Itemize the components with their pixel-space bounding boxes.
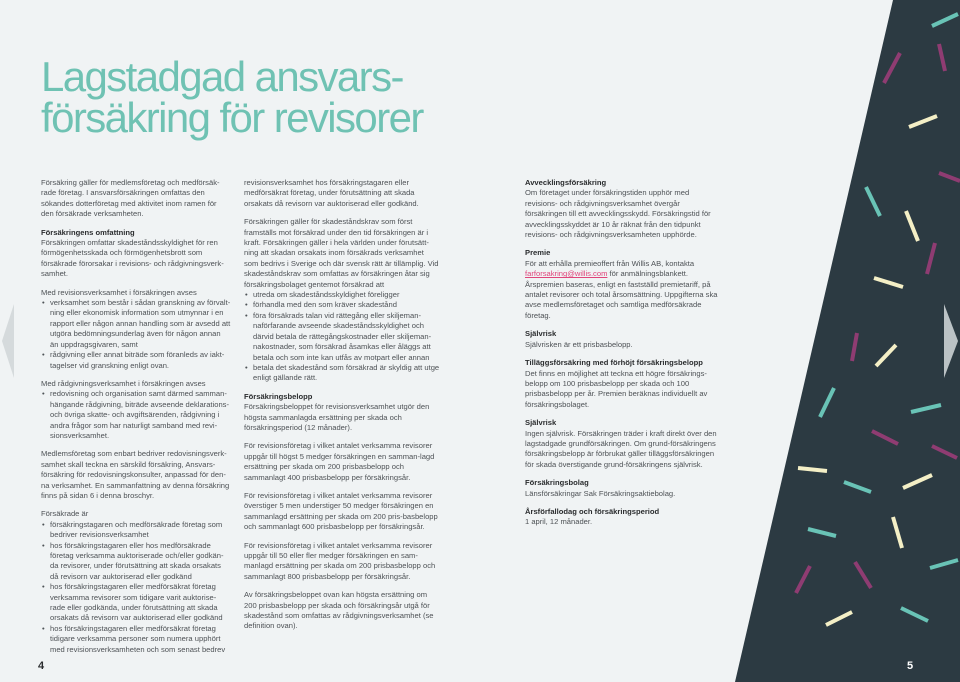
section-heading: Självrisk [525,329,557,339]
paragraph: Det finns en möjlighet att teckna ett högre försäkrings-belopp om 100 prisbasbelopp per skada och 100 prisbasbelopp per år. Premien beräknas individuellt av försäkringsbolaget. [525,368,708,409]
page-title [41,53,423,141]
paragraph: revisionsverksamhet hos försäkringstagaren eller medförsäkrat företag, under förutsättning att skada orsakats då revisorn var auktoriserad eller godkänd. [244,178,419,208]
column-1 [41,178,231,663]
paragraph: Försäkringen omfattar skadeståndsskyldighet för ren förmögenhetsskada och förmögenhetsbrott som försäkrade förorsakar i revisions- och rådgivningsverk-samhet. [41,238,224,279]
paragraph [525,259,719,321]
title-line-2: försäkring för revisorer [41,94,423,141]
paragraph: Medlemsföretag som enbart bedriver redovisningsverk-samhet skall teckna en särskild försäkring, Ansvars-försäkring för redovisningskonsulter, anpassad för den-na verksamhet. En sammanfattning av denna försäkring finns på sidan 6 i denna broschyr. [41,449,230,500]
chevron-left-icon[interactable] [0,296,20,386]
paragraph: Ingen självrisk. Försäkringen träder i kraft direkt över den lagstadgade grundförsäkringen. Om grund-försäkringens försäkringsbelopp är förbrukat gäller tilläggsförsäkringen för skada överstigande grund-försäkringens självrisk. [525,428,717,469]
paragraph: Om företaget under försäkringstiden upphör med revisions- och rådgivningsverksamhet övergår försäkringen till ett avvecklingsskydd. Försäkringstid för avvecklingsskyddet är 10 år räknat från den tidpunkt revisions- och rådgivningsverksamheten upphörde. [525,188,711,240]
paragraph: Med revisionsverksamhet i försäkringen avses [41,287,197,297]
paragraph: Försäkringen gäller för skadeståndskrav som först framställs mot försäkrad under den tid försäkringen är i kraft. Försäkringen gäller i hela världen under förutsätt-ning att skadan orsakats inom försäkrads verksamhet som bedrivs i Sverige och där svensk rätt är tillämplig. Vid skadeståndskrav som omfattas av försäkringen åtar sig försäkringsbolaget gentemot försäkrad att [244,217,439,289]
email-link[interactable]: farforsakring@willis.com [525,269,608,279]
list-item: • betala det skadestånd som försäkrad är skyldig att utge enligt gällande rätt. [253,363,440,384]
paragraph: 1 april, 12 månader. [525,517,593,527]
column-3 [525,178,719,536]
section-heading: Självrisk [525,418,557,428]
column-2 [244,178,440,640]
paragraph: Länsförsäkringar Sak Försäkringsaktiebolag. [525,488,676,498]
section-heading: Försäkringsbolag [525,478,589,488]
paragraph: För revisionsföretag i vilket antalet verksamma revisorer uppgår till 50 eller fler medger försäkringen en sam-manlagd ersättning per skada om 200 prisbasbelopp och sammanlagt 800 prisbasbelopp per försäkringsår. [244,540,436,581]
text: för anmälningsblankett. Årspremien baseras, enligt en fastställd premietariff, på antalet revisorer och total årsomsättning. Uppgifterna ska avse medlemsföretaget och samtliga medförsäkrade företag. [525,269,718,320]
list-item: • utreda om skadeståndsskyldighet föreligger [253,290,440,300]
bullet-list [244,290,440,384]
paragraph: Försäkringsbeloppet för revisionsverksamhet utgör den högsta sammanlagda ersättning per skada och försäkringsperiod (12 månader). [244,402,430,432]
list-item: • hos försäkringstagaren eller medförsäkrat företag verksamma revisorer som tidigare varit auktorise-rade eller godkända, under förutsättning att skada orsakats då revisorn var auktoriserad eller godkänd [50,582,231,624]
intro-paragraph: Försäkring gäller för medlemsföretag och medförsäk-rade företag. I ansvarsförsäkringen omfattas den sökandes dotterföretag med aktivitet inom ramen för den försäkrade verksamheten. [41,178,220,219]
paragraph: Försäkrade är [41,509,89,519]
list-item: • redovisning och organisation samt därmed samman-hängande rådgivning, biträde avseende deklarations- och övriga skatte- och avgiftsärenden, rådgivning i andra frågor som har naturligt samband med revi-sionsverksamhet. [50,389,231,441]
section-heading: Tilläggsförsäkring med förhöjt försäkringsbelopp [525,358,703,368]
title-line-1: Lagstadgad ansvars- [41,53,403,100]
paragraph: Självrisken är ett prisbasbelopp. [525,339,633,349]
paragraph: Med rådgivningsverksamhet i försäkringen avses [41,378,206,388]
paragraph: Av försäkringsbeloppet ovan kan högsta ersättning om 200 prisbasbelopp per skada och försäkringsår utgå för skadestånd som omfattas av rådgivningsverksamhet (se definition ovan). [244,590,434,631]
list-item: • rådgivning eller annat biträde som föranleds av iakt-tagelser vid granskning enligt ovan. [50,350,231,371]
list-item: • försäkringstagaren och medförsäkrade företag som bedriver revisionsverksamhet [50,520,231,541]
list-item: • föra försäkrads talan vid rättegång eller skiljeman-naförfarande avseende skadeståndsskyldighet och därvid betala de rättegångskostnader eller skiljeman-nakostnader, som försäkrad åsamkas eller åläggs att betala och som inte kan utfås av motpart eller annan [253,311,440,363]
section-heading: Premie [525,248,551,258]
bullet-list [41,520,231,655]
section-heading: Avvecklingsförsäkring [525,178,607,187]
page-number-left: 4 [38,660,45,672]
section-heading: Försäkringsbelopp [244,391,313,401]
text: För att erhålla premieoffert från Willis AB, kontakta [525,258,695,268]
paragraph: För revisionsföretag i vilket antalet verksamma revisorer överstiger 5 men understiger 50 medger försäkringen en sammanlagd ersättning per skada om 200 pris-basbelopp och sammanlagt 600 prisbasbelopp per försäkringsår. [244,490,438,532]
chevron-right-icon[interactable] [940,296,960,386]
bullet-list [41,298,231,371]
list-item: • hos försäkringstagaren eller hos medförsäkrade företag verksamma auktoriserade och/eller godkän-da revisorer, under förutsättning att skada orsakats då revisorn var auktoriserad eller godkänd [50,541,231,583]
list-item: • hos försäkringstagaren eller medförsäkrat företag tidigare verksamma personer som numera upphört med revisionsverksamheten och som senast bedrev [50,624,231,655]
bullet-list [41,389,231,441]
list-item: • förhandla med den som kräver skadestånd [253,300,440,310]
section-heading: Årsförfallodag och försäkringsperiod [525,506,660,516]
section-heading: Försäkringens omfattning [41,227,135,237]
list-item: • verksamhet som består i sådan granskning av förvalt-ning eller ekonomisk information som utmynnar i en rapport eller någon annan handling som är avsedd att utgöra bedömningsunderlag även för någon annan än uppdragsgivaren, samt [50,298,231,350]
page-number-right: 5 [907,660,914,672]
paragraph: För revisionsföretag i vilket antalet verksamma revisorer uppgår till högst 5 medger försäkringen en samman-lagd ersättning per skada om 200 prisbasbelopp och sammanlagt 400 prisbasbelopp per försäkringsår. [244,441,435,482]
